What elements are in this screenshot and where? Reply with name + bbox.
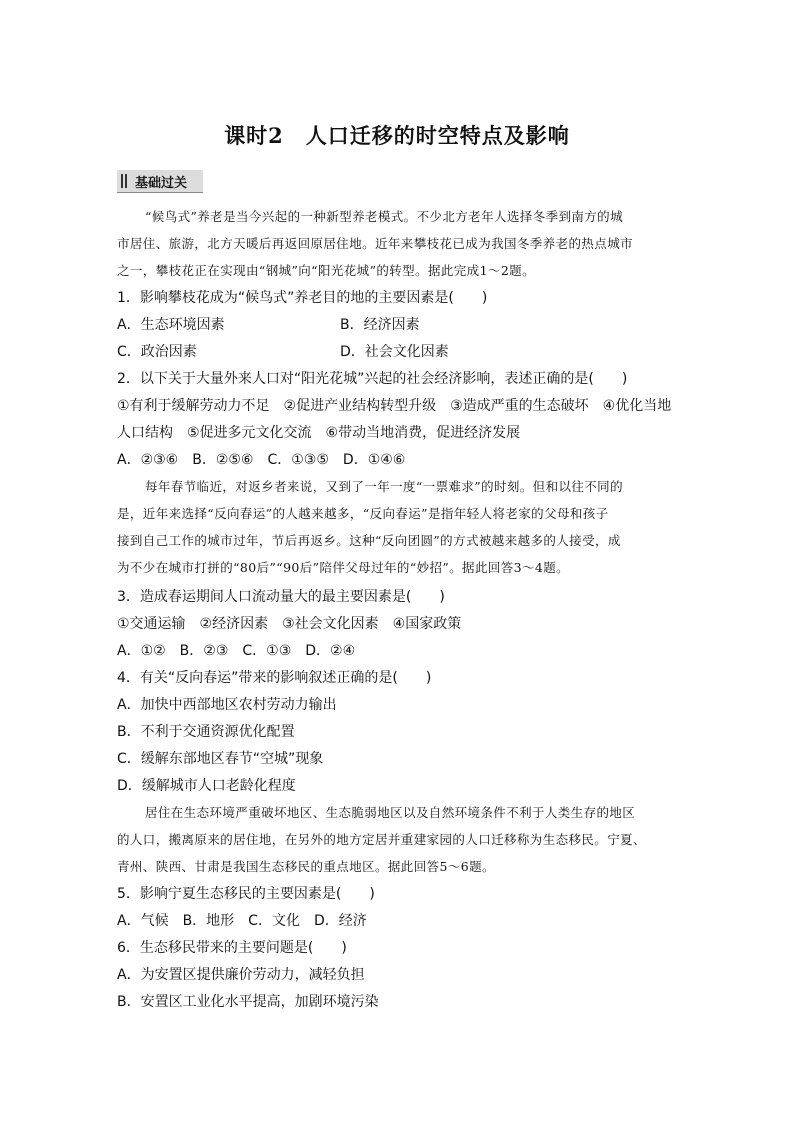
passage1-line: 市居住、旅游，北方天暖后再返回原居住地。近年来攀枝花已成为我国冬季养老的热点城市 [117,236,634,251]
question-1-option-a: A．生态环境因素 [117,317,225,333]
question-4-option-b: B．不利于交通资源优化配置 [117,724,295,740]
question-6-option-a: A．为安置区提供廉价劳动力，减轻负担 [117,967,365,983]
question-3-items: ①交通运输 ②经济因素 ③社会文化因素 ④国家政策 [117,616,462,632]
question-2-items: ①有利于缓解劳动力不足 ②促进产业结构转型升级 ③造成严重的生态破坏 ④优化当地 [117,398,672,414]
question-3-options: A．①② B．②③ C．①③ D．②④ [117,643,356,659]
question-4-option-a: A．加快中西部地区农村劳动力输出 [117,697,337,713]
question-1-option-c: C．政治因素 [117,344,197,360]
passage3-line: 的人口，搬离原来的居住地，在另外的地方定居并重建家园的人口迁移称为生态移民。宁夏、 [117,832,646,847]
section-bars-icon [121,174,127,188]
question-1-option-d: D．社会文化因素 [340,344,449,360]
passage3-line: 居住在生态环境严重破坏地区、生态脆弱地区以及自然环境条件不利于人类生存的地区 [145,805,636,820]
passage3-line: 青州、陕西、甘肃是我国生态移民的重点地区。据此回答5～6题。 [117,859,495,874]
question-2-stem: 2．以下关于大量外来人口对“阳光花城”兴起的社会经济影响，表述正确的是( ) [117,371,628,387]
page-title: 课时2 人口迁移的时空特点及影响 [224,123,570,148]
passage2-line: 接到自己工作的城市过年，节后再返乡。这种“反向团圆”的方式被越来越多的人接受，成 [117,533,621,548]
section-underline [117,192,203,193]
question-3-stem: 3．造成春运期间人口流动量大的最主要因素是( ) [117,589,445,605]
question-2-items: 人口结构 ⑤促进多元文化交流 ⑥带动当地消费，促进经济发展 [117,425,521,441]
section-tag [117,170,203,192]
question-4-stem: 4．有关“反向春运”带来的影响叙述正确的是( ) [117,670,432,686]
section-tag-label: 基础过关 [135,175,188,191]
passage2-line: 每年春节临近，对返乡者来说，又到了一年一度“一票难求”的时刻。但和以往不同的 [145,479,623,494]
question-1-stem: 1．影响攀枝花成为“候鸟式”养老目的地的主要因素是( ) [117,290,488,306]
question-2-options: A．②③⑥ B．②⑤⑥ C．①③⑤ D．①④⑥ [117,452,406,468]
passage2-line: 是，近年来选择“反向春运”的人越来越多，“反向春运”是指年轻人将老家的父母和孩子 [117,506,609,521]
question-4-option-c: C．缓解东部地区春节“空城”现象 [117,751,324,767]
question-6-option-b: B．安置区工业化水平提高，加剧环境污染 [117,994,379,1010]
question-1-option-b: B．经济因素 [340,317,420,333]
question-5-stem: 5．影响宁夏生态移民的主要因素是( ) [117,886,375,902]
question-5-options: A．气候 B．地形 C．文化 D．经济 [117,913,367,929]
passage1-line: 之一，攀枝花正在实现由“钢城”向“阳光花城”的转型。据此完成1～2题。 [117,263,535,278]
passage2-line: 为不少在城市打拼的“80后”“90后”陪伴父母过年的“妙招”。据此回答3～4题。 [117,560,570,575]
question-4-option-d: D．缓解城市人口老龄化程度 [117,778,296,794]
passage1-line: “候鸟式”养老是当今兴起的一种新型养老模式。不少北方老年人选择冬季到南方的城 [145,209,623,224]
question-6-stem: 6．生态移民带来的主要问题是( ) [117,940,347,956]
